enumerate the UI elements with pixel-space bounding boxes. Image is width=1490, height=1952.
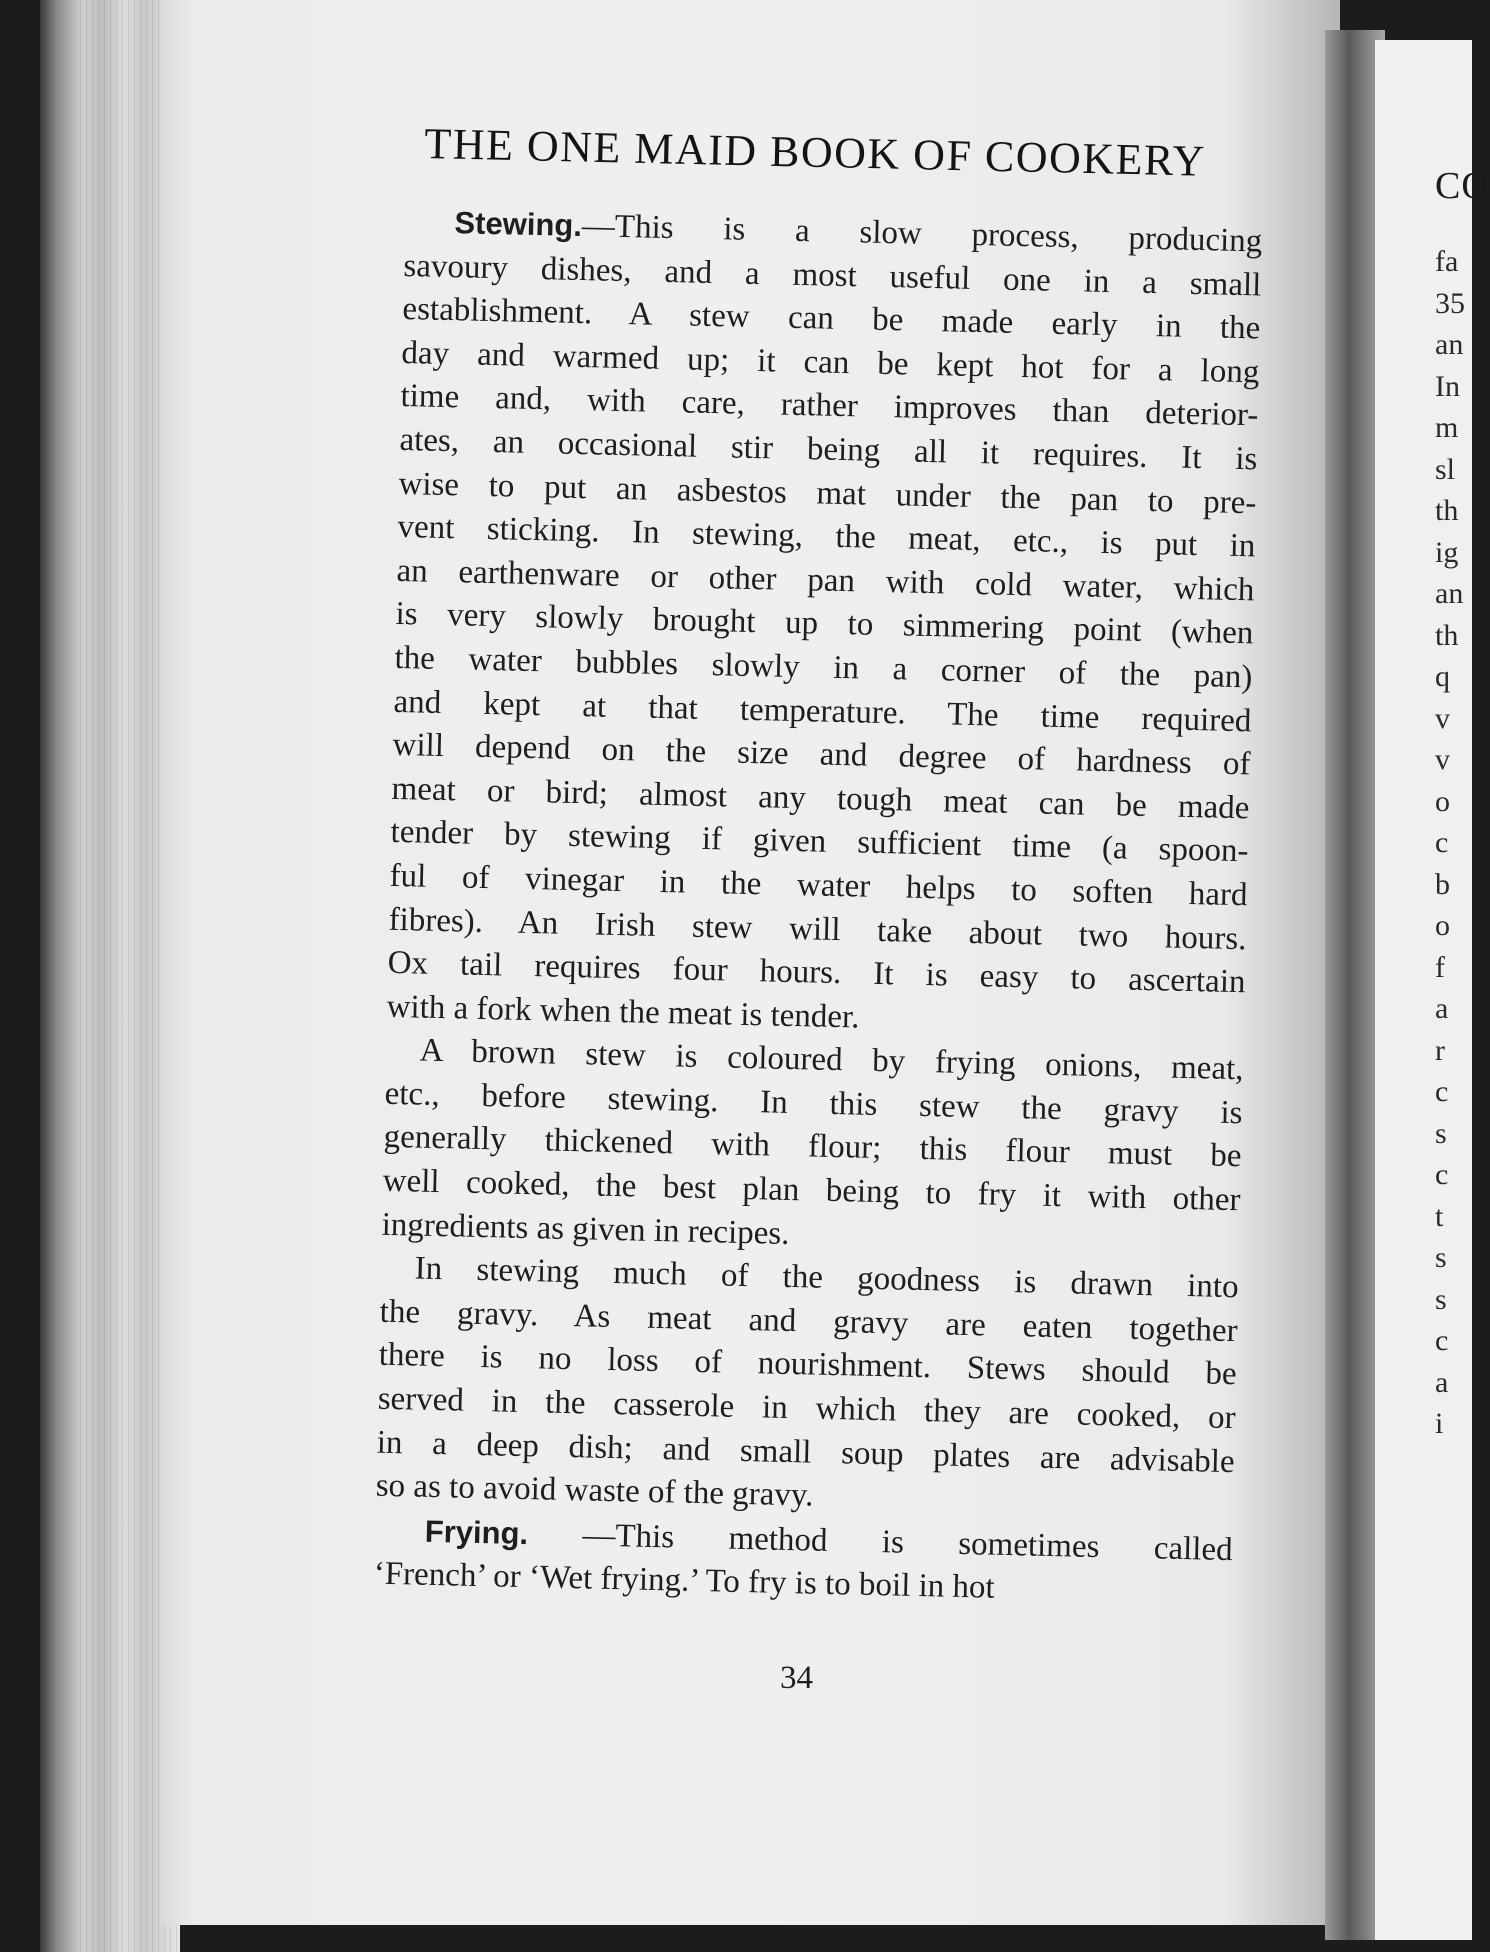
line-text: A brown stew is coloured by frying onions, meat, — [419, 1032, 1244, 1088]
line-text: in a deep dish; and small soup plates are advisable — [376, 1424, 1235, 1480]
right-page-line-fragment: v — [1435, 701, 1450, 735]
right-page-line-fragment: o — [1435, 909, 1450, 942]
line-text: establishment. A stew can be made early in the — [402, 291, 1261, 347]
line-text: wise to put an asbestos mat under the pan to pre- — [398, 465, 1257, 521]
right-page-line-fragment: b — [1435, 867, 1450, 901]
line-text: etc., before stewing. In this stew the gravy is — [384, 1075, 1243, 1132]
page-number: 34 — [780, 1660, 813, 1696]
line-text: In stewing much of the goodness is drawn into — [414, 1250, 1239, 1306]
line-text: —This method is sometimes called — [527, 1515, 1233, 1568]
line-text: ‘French’ or ‘Wet frying.’ To fry is to boil in hot — [373, 1556, 996, 1607]
right-page-line-fragment: v — [1435, 743, 1450, 776]
line-text: fibres). An Irish stew will take about two hours. — [388, 901, 1247, 957]
right-page-line-fragment: c — [1435, 1075, 1449, 1108]
line-text: so as to avoid waste of the gravy. — [375, 1467, 814, 1514]
line-text: will depend on the size and degree of hardness of — [392, 726, 1251, 783]
right-page-line-fragment: f — [1435, 950, 1445, 984]
line-text: vent sticking. In stewing, the meat, etc., is put in — [397, 509, 1256, 565]
right-page-partial — [1375, 40, 1490, 1940]
line-text: generally thickened with flour; this flour must be — [383, 1119, 1242, 1175]
line-text: Ox tail requires four hours. It is easy to ascertain — [387, 944, 1246, 1001]
right-page-line-fragment: sl — [1435, 452, 1456, 486]
line-text: served in the casserole in which they are cooked, or — [377, 1380, 1236, 1437]
running-head: THE ONE MAID BOOK OF COOKERY — [423, 118, 1207, 186]
right-page-line-fragment: r — [1435, 1033, 1445, 1067]
run-in-heading: Stewing. — [454, 205, 583, 244]
right-page-line-fragment: a — [1435, 992, 1449, 1025]
right-page-line-fragment: an — [1435, 577, 1464, 610]
right-page-line-fragment: an — [1435, 328, 1464, 361]
line-text: tender by stewing if given sufficient time (a spoon- — [390, 814, 1249, 870]
line-text: there is no loss of nourishment. Stews should be — [378, 1337, 1237, 1393]
right-page-line-fragment: t — [1435, 1199, 1444, 1233]
right-page-line-fragment: s — [1435, 1241, 1447, 1274]
line-text: savoury dishes, and a most useful one in a small — [403, 247, 1262, 304]
right-page-line-fragment: th — [1435, 494, 1459, 527]
line-text: meat or bird; almost any tough meat can be made — [391, 770, 1250, 827]
line-text: with a fork when the meat is tender. — [386, 988, 860, 1036]
book-page-edges — [40, 0, 180, 1952]
right-page-line-fragment: In — [1435, 369, 1460, 403]
line-text: the gravy. As meat and gravy are eaten together — [379, 1293, 1238, 1350]
right-page-line-fragment: th — [1435, 618, 1459, 652]
line-text: time and, with care, rather improves than deterior- — [400, 378, 1259, 434]
right-page-line-fragment: a — [1435, 1365, 1449, 1399]
right-page-line-fragment: c — [1435, 1158, 1449, 1191]
right-page-line-fragment: s — [1435, 1282, 1447, 1316]
line-text: ful of vinegar in the water helps to soften hard — [389, 857, 1248, 914]
right-page-line-fragment: fa — [1435, 245, 1459, 278]
line-text: and kept at that temperature. The time required — [393, 683, 1252, 739]
right-page-line-fragment: c — [1435, 826, 1449, 859]
right-page-line-fragment: m — [1435, 411, 1459, 444]
right-page-line-fragment: ig — [1435, 535, 1459, 569]
body-text — [373, 200, 1262, 1616]
line-text: ates, an occasional stir being all it requires. It is — [399, 421, 1258, 478]
line-text: is very slowly brought up to simmering point (when — [395, 596, 1254, 652]
right-page-line-fragment: o — [1435, 784, 1450, 818]
right-page-line-fragment: q — [1435, 660, 1450, 693]
line-text: day and warmed up; it can be kept hot for a long — [401, 334, 1260, 391]
line-text: ingredients as given in recipes. — [381, 1206, 790, 1252]
line-text: an earthenware or other pan with cold water, which — [396, 552, 1255, 609]
right-page-line-fragment: i — [1435, 1407, 1444, 1440]
run-in-heading: Frying. — [424, 1513, 529, 1551]
right-page-line-fragment: c — [1435, 1324, 1449, 1357]
right-page-heading-fragment: CO — [1435, 165, 1490, 207]
line-text: the water bubbles slowly in a corner of the pan) — [394, 639, 1253, 696]
right-page-line-fragment: 35 — [1435, 286, 1465, 320]
line-text: —This is a slow process, producing — [581, 208, 1263, 260]
right-page-line-fragment: s — [1435, 1116, 1447, 1150]
line-text: well cooked, the best plan being to fry it with other — [382, 1162, 1241, 1219]
